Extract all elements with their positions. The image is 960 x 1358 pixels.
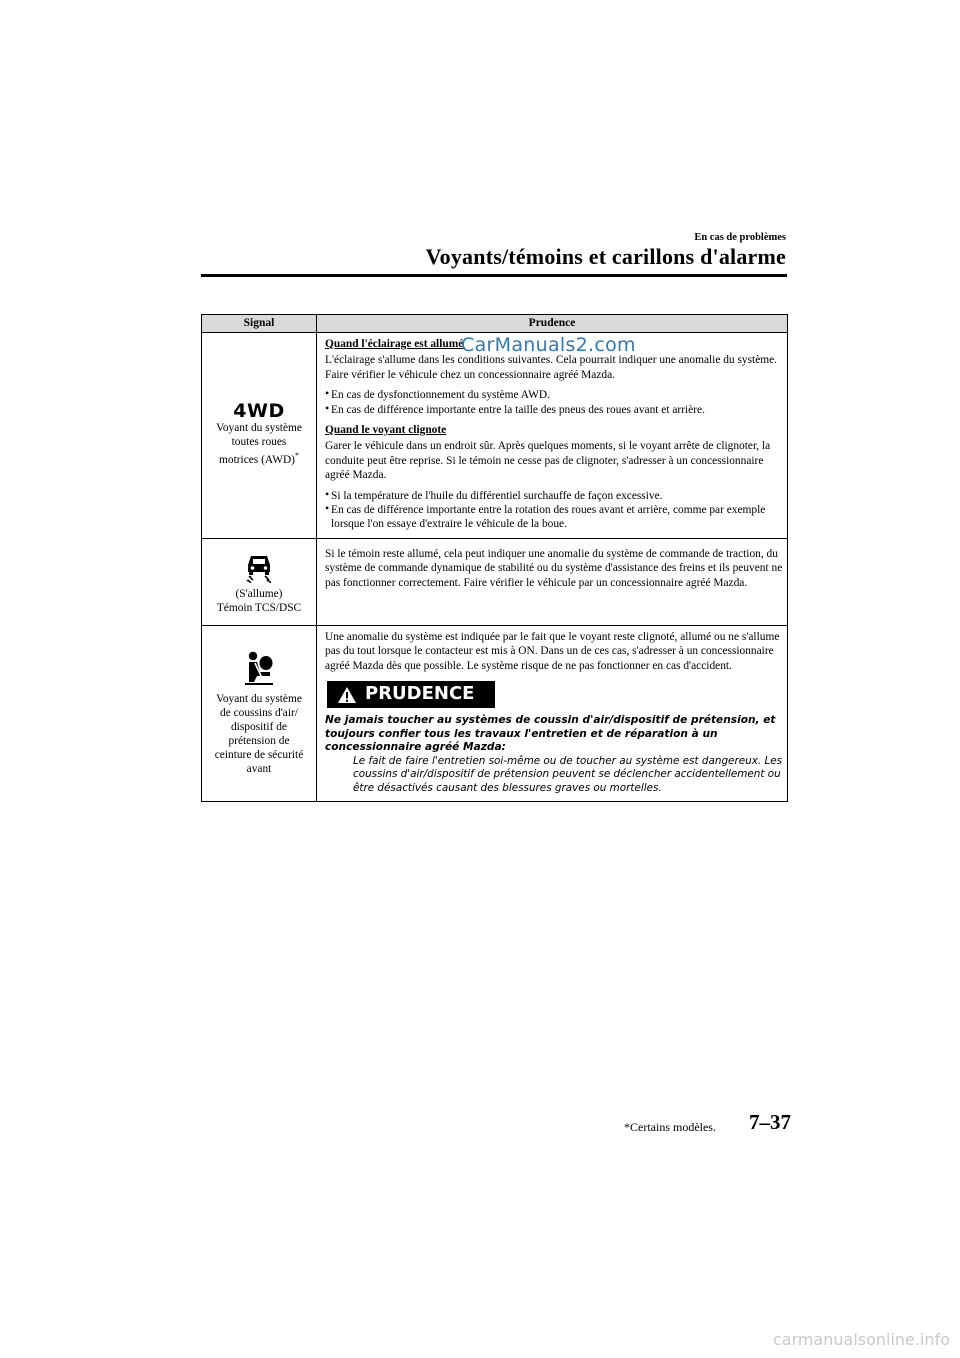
warning-lights-table xyxy=(201,314,788,802)
airbag-passenger-icon xyxy=(242,650,276,686)
prudence-cell-tcs-dsc xyxy=(317,538,788,625)
signal-label-line: toutes roues xyxy=(231,435,287,448)
signal-cell-awd xyxy=(202,333,317,539)
footnote: *Certains modèles. xyxy=(624,1120,716,1134)
prudence-warning-badge xyxy=(327,681,495,708)
table-row xyxy=(202,625,788,801)
signal-label-line: avant xyxy=(246,763,272,776)
list-item: • En cas de différence importante entre la taille des pneus des roues avant et arrière. xyxy=(325,403,783,417)
signal-cell-tcs-dsc xyxy=(202,538,317,625)
column-header-signal: Signal xyxy=(202,315,317,333)
watermark-logo: CarManuals2.com xyxy=(461,334,636,356)
bullet-list xyxy=(325,388,783,417)
prudence-cell-awd xyxy=(317,333,788,539)
subheading-lit: Quand l'éclairage est allumé xyxy=(325,338,464,350)
warning-body: Le fait de faire l'entretien soi-même ou de toucher au système est dangereux. Les coussins d'air/dispositif de prétension peuvent se déclencher accidentellement ou être désactivés causant des blessures graves ou mortelles. xyxy=(353,754,783,794)
page-number: 7–37 xyxy=(749,1110,791,1134)
signal-label-line: motrices (AWD)* xyxy=(219,450,299,466)
table-header-row xyxy=(202,315,788,333)
prudence-cell-airbag xyxy=(317,625,788,801)
header-rule xyxy=(201,274,787,277)
paragraph: L'éclairage s'allume dans les conditions suivantes. Cela pourrait indiquer une anomalie du système. Faire vérifier le véhicule chez un concessionnaire agréé Mazda. xyxy=(325,354,778,381)
warning-triangle-icon xyxy=(337,686,357,704)
signal-label-line: Témoin TCS/DSC xyxy=(216,601,302,614)
signal-cell-airbag xyxy=(202,625,317,801)
4wd-icon: 4WD xyxy=(233,400,285,423)
column-header-prudence: Prudence xyxy=(317,315,788,333)
prudence-label: PRUDENCE xyxy=(365,683,475,705)
subheading-blinking: Quand le voyant clignote xyxy=(325,424,447,437)
list-item: • Si la température de l'huile du différentiel surchauffe de façon excessive. xyxy=(325,489,783,503)
paragraph: Une anomalie du système est indiquée par le fait que le voyant reste clignoté, allumé ou ne s'allume pas du tout lorsque le contacteur est mis à ON. Dans un de ces cas, s'adresser à un concessionnaire agréé Mazda dès que possible. Le système risque de ne pas fonctionner en cas d'accident. xyxy=(325,630,780,672)
footer-site-watermark: carmanualsonline.info xyxy=(772,1330,950,1349)
list-item: • En cas de dysfonctionnement du système AWD. xyxy=(325,388,783,402)
footnote-mark: * xyxy=(294,450,299,460)
section-label: En cas de problèmes xyxy=(694,232,786,243)
signal-label-line: prétension de xyxy=(228,735,290,748)
chapter-title: Voyants/témoins et carillons d'alarme xyxy=(425,244,786,269)
warning-heading: Ne jamais toucher au systèmes de coussin d'air/dispositif de prétension, et toujours confier tous les travaux l'entretien et de réparation à un concessionnaire agréé Mazda: xyxy=(325,714,776,754)
list-item: • En cas de différence importante entre la rotation des roues avant et arrière, comme par exemple lorsque l'on essaye d'extraire le véhicule de la boue. xyxy=(325,503,783,532)
signal-label-line: dispositif de xyxy=(230,721,287,734)
signal-label-line: (S'allume) xyxy=(235,587,283,600)
table-row xyxy=(202,538,788,625)
table-row xyxy=(202,333,788,539)
paragraph: Garer le véhicule dans un endroit sûr. Après quelques moments, si le voyant arrête de clignoter, la conduite peut être reprise. Si le témoin ne cesse pas de clignoter, s'adresser à un concessionnaire agréé Mazda. xyxy=(325,440,771,482)
signal-label-line: de coussins d'air/ xyxy=(220,707,298,720)
paragraph: Si le témoin reste allumé, cela peut indiquer une anomalie du système de commande de traction, du système de commande dynamique de stabilité ou du système d'assistance des freins et ils peuvent ne pas fonctionner correctement. Faire vérifier le véhicule par un concessionnaire agréé Mazda. xyxy=(325,547,783,589)
signal-label-line: Voyant du système xyxy=(216,693,302,706)
bullet-list xyxy=(325,489,783,532)
signal-label-line: ceinture de sécurité xyxy=(214,749,304,762)
signal-label-line: Voyant du système xyxy=(216,421,302,434)
skidding-car-icon xyxy=(244,553,274,583)
